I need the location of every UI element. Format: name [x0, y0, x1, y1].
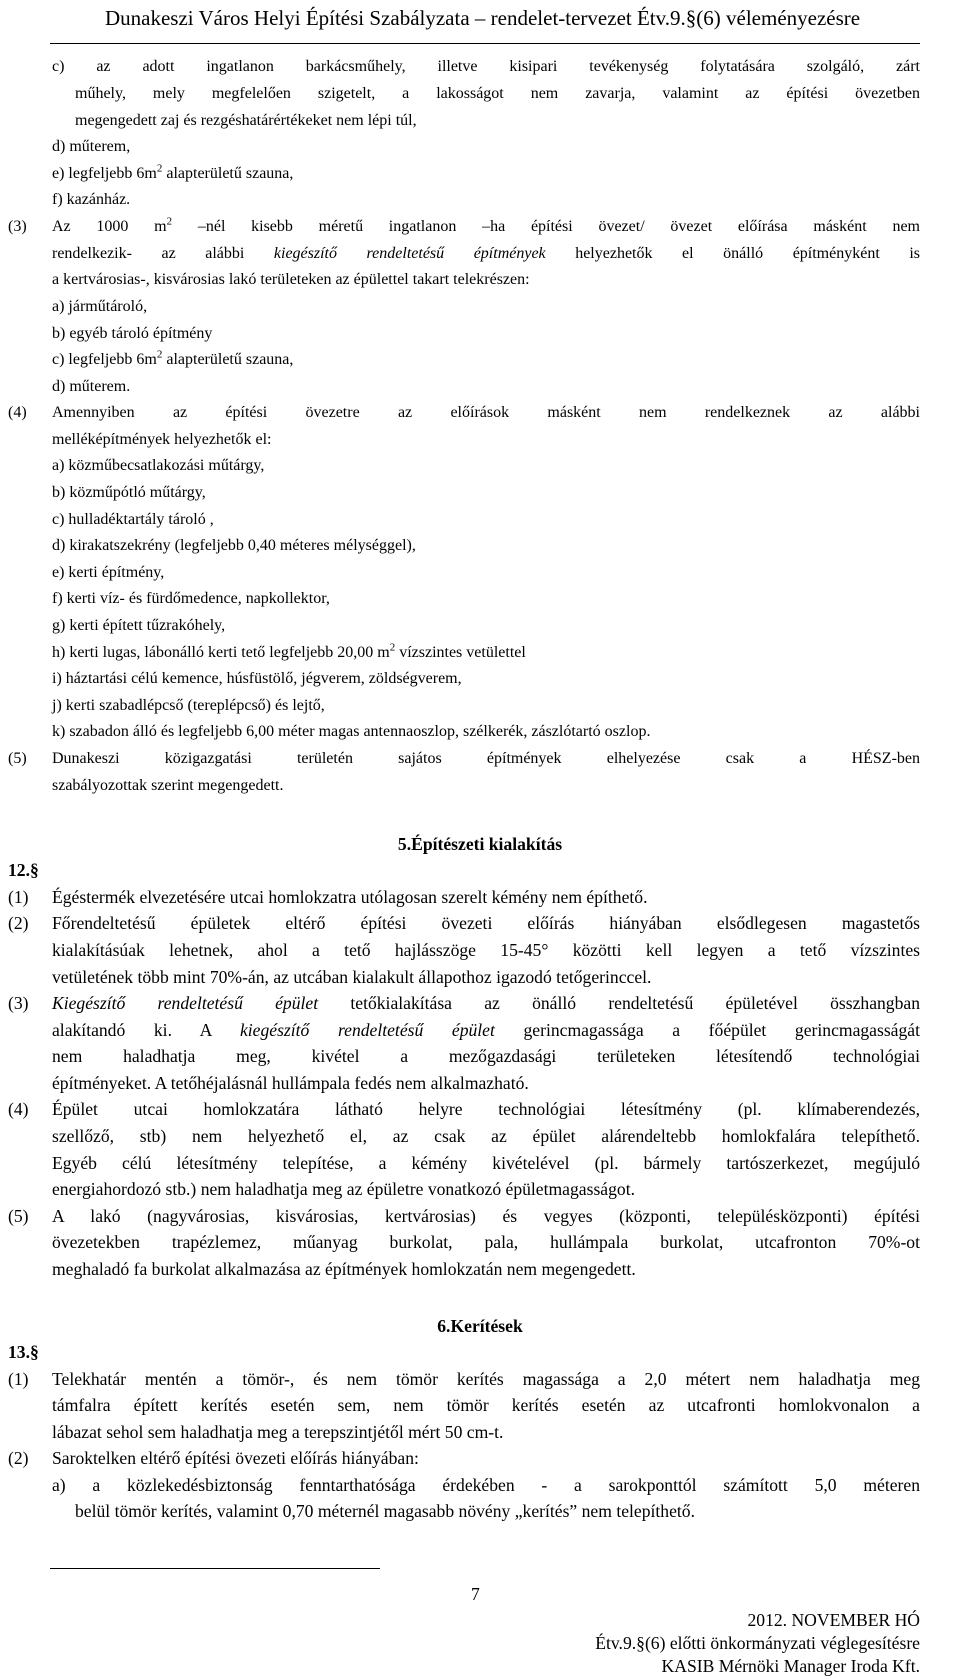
header-rule	[50, 43, 920, 44]
paragraph-5-line2: szabályozottak szerint megengedett.	[52, 777, 284, 794]
s13-p2: Saroktelken eltérő építési övezeti előírás hiányában:	[52, 1448, 419, 1468]
paragraph-3-label: (3)	[8, 218, 27, 235]
section-heading-5: 5.Építészeti kialakítás	[397, 834, 563, 854]
paragraph-4-line2: melléképítmények helyezhetők el:	[52, 431, 272, 448]
page-number: 7	[471, 1584, 480, 1604]
s12-p2-line1: Főrendeltetésű épületek eltérő építési övezeti előírás hiányában elsődlegesen magastetős	[52, 913, 920, 933]
p4-item-f: f) kerti víz- és fürdőmedence, napkollektor,	[52, 590, 330, 607]
footer-rule	[50, 1568, 380, 1569]
s12-p1: Égéstermék elvezetésére utcai homlokzatra utólagosan szerelt kémény nem építhető.	[52, 887, 648, 907]
paragraph-4-label: (4)	[8, 404, 27, 421]
p4-item-d: d) kirakatszekrény (legfeljebb 0,40 méteres mélységgel),	[52, 537, 416, 554]
item-c-line3: megengedett zaj és rezgéshatárértékeket nem lépi túl,	[75, 112, 417, 129]
s13-p1-line2: támfalra épített kerítés esetén sem, nem tömör kerítés esetén az utcafronti homlokvonalon a	[52, 1395, 920, 1415]
p4-item-c: c) hulladéktartály tároló ,	[52, 511, 214, 528]
s12-p2-line2: kialakításúak lehetnek, ahol a tető hajlásszöge 15-45° közötti kell legyen a tető vízszintes	[52, 940, 920, 960]
section-heading-6: 6.Kerítések	[437, 1316, 523, 1336]
document-title: Dunakeszi Város Helyi Építési Szabályzata – rendelet-tervezet Étv.9.§(6) véleményezésre	[105, 6, 861, 30]
s12-p5-line3: meghaladó fa burkolat alkalmazása az építmények homlokzatán nem megengedett.	[52, 1259, 636, 1279]
s13-p2-item-a-line1: a) a közlekedésbiztonság fenntarthatósága érdekében - a sarokponttól számított 5,0 méteren	[52, 1475, 920, 1495]
p4-item-h: h) kerti lugas, lábonálló kerti tető legfeljebb 20,00 $m^2$ vízszintes vetülettel	[52, 641, 526, 661]
s12-p3-line2: alakítandó ki. A kiegészítő rendeltetésű épület gerincmagassága a főépület gerincmagasságát	[52, 1020, 920, 1040]
p3-item-b: b) egyéb tároló építmény	[52, 325, 213, 342]
s12-p3-label: (3)	[8, 993, 29, 1013]
s12-p4-label: (4)	[8, 1099, 29, 1119]
s13-p2-item-a-line2: belül tömör kerítés, valamint 0,70 méternél magasabb növény „kerítés” nem telepíthető.	[75, 1501, 695, 1521]
footer-date: 2012. NOVEMBER HÓ	[747, 1610, 920, 1630]
p3-item-d: d) műterem.	[52, 378, 131, 395]
s12-p4-line1: Épület utcai homlokzatára látható helyre technológiai létesítmény (pl. klímaberendezés,	[52, 1099, 920, 1119]
section-number-12: 12.§	[8, 860, 39, 880]
item-d: d) műterem,	[52, 138, 131, 155]
s12-p2-line3: vetületének több mint 70%-án, az utcában kialakult állapothoz igazodó tetőgerinccel.	[52, 967, 652, 987]
p4-item-b: b) közműpótló műtárgy,	[52, 484, 206, 501]
p3-item-c: c) legfeljebb $6m^2$ alapterületű szauna,	[52, 348, 294, 368]
item-f: f) kazánház.	[52, 191, 131, 208]
p4-item-j: j) kerti szabadlépcső (tereplépcső) és lejtő,	[52, 697, 325, 714]
paragraph-3-line3: a kertvárosias-, kisvárosias lakó területeken az épülettel takart telekrészen:	[52, 271, 530, 288]
paragraph-5-label: (5)	[8, 750, 27, 767]
s12-p3-line3: nem haladhatja meg, kivétel a mezőgazdasági területeken létesítendő technológiai	[52, 1046, 920, 1066]
s12-p2-label: (2)	[8, 913, 29, 933]
item-e: e) legfeljebb $6m^2$ alapterületű szauna,	[52, 162, 294, 182]
s12-p4-line4: energiahordozó stb.) nem haladhatja meg az épületre vonatkozó épületmagasságot.	[52, 1179, 635, 1199]
item-c-line1: c) az adott ingatlanon barkácsműhely, illetve kisipari tevékenység folytatására szolgáló, zárt	[52, 58, 920, 75]
p4-item-g: g) kerti épített tűzrakóhely,	[52, 617, 226, 634]
footer-status: Étv.9.§(6) előtti önkormányzati véglegesítésre	[595, 1633, 920, 1653]
s12-p4-line2: szellőző, stb) nem helyezhető el, az csak az épület alárendeltebb homlokfalára telepíthető.	[52, 1126, 920, 1146]
s13-p1-line1: Telekhatár mentén a tömör-, és nem tömör kerítés magassága a 2,0 métert nem haladhatja meg	[52, 1369, 920, 1389]
s12-p5-label: (5)	[8, 1206, 29, 1226]
s13-p2-label: (2)	[8, 1448, 29, 1468]
s12-p3-line4: építményeket. A tetőhéjalásnál hullámpala fedés nem alkalmazható.	[52, 1073, 529, 1093]
paragraph-3-line1: Az 1000 $m^2$ –nél kisebb méretű ingatlanon –ha építési övezet/ övezet előírása másként nem	[52, 215, 920, 235]
p4-item-a: a) közműbecsatlakozási műtárgy,	[52, 457, 265, 474]
p4-item-e: e) kerti építmény,	[52, 564, 165, 581]
section-number-13: 13.§	[8, 1342, 39, 1362]
paragraph-3-line2: rendelkezik- az alábbi kiegészítő rendeltetésű építmények helyezhetők el önálló építményként is	[52, 245, 921, 262]
s12-p4-line3: Egyéb célú létesítmény telepítése, a kémény kivételével (pl. bármely tartószerkezet, megújuló	[52, 1153, 920, 1173]
s13-p1-line3: lábazat sehol sem haladhatja meg a terepszintjétől mért 50 cm-t.	[52, 1422, 504, 1442]
s13-p1-label: (1)	[8, 1369, 29, 1389]
s12-p1-label: (1)	[8, 887, 29, 907]
paragraph-5-line1: Dunakeszi közigazgatási területén sajátos építmények elhelyezése csak a HÉSZ-ben	[52, 750, 920, 767]
p4-item-k: k) szabadon álló és legfeljebb 6,00 méter magas antennaoszlop, szélkerék, zászlótartó oszlop.	[52, 723, 651, 740]
paragraph-4-line1: Amennyiben az építési övezetre az előírások másként nem rendelkeznek az alábbi	[52, 404, 920, 421]
s12-p5-line2: övezetekben trapézlemez, műanyag burkolat, pala, hullámpala burkolat, utcafronton 70%-ot	[52, 1232, 920, 1252]
p3-item-a: a) járműtároló,	[52, 298, 148, 315]
footer-office: KASIB Mérnöki Manager Iroda Kft.	[661, 1656, 920, 1676]
s12-p5-line1: A lakó (nagyvárosias, kisvárosias, kertvárosias) és vegyes (központi, településközponti) építési	[52, 1206, 920, 1226]
item-c-line2: műhely, mely megfelelően szigetelt, a lakosságot nem zavarja, valamint az építési övezetben	[75, 85, 920, 102]
p4-item-i: i) háztartási célú kemence, húsfüstölő, jégverem, zöldségverem,	[52, 670, 462, 687]
s12-p3-line1: Kiegészítő rendeltetésű épület tetőkialakítása az önálló rendeltetésű épületével összhangban	[52, 993, 920, 1013]
